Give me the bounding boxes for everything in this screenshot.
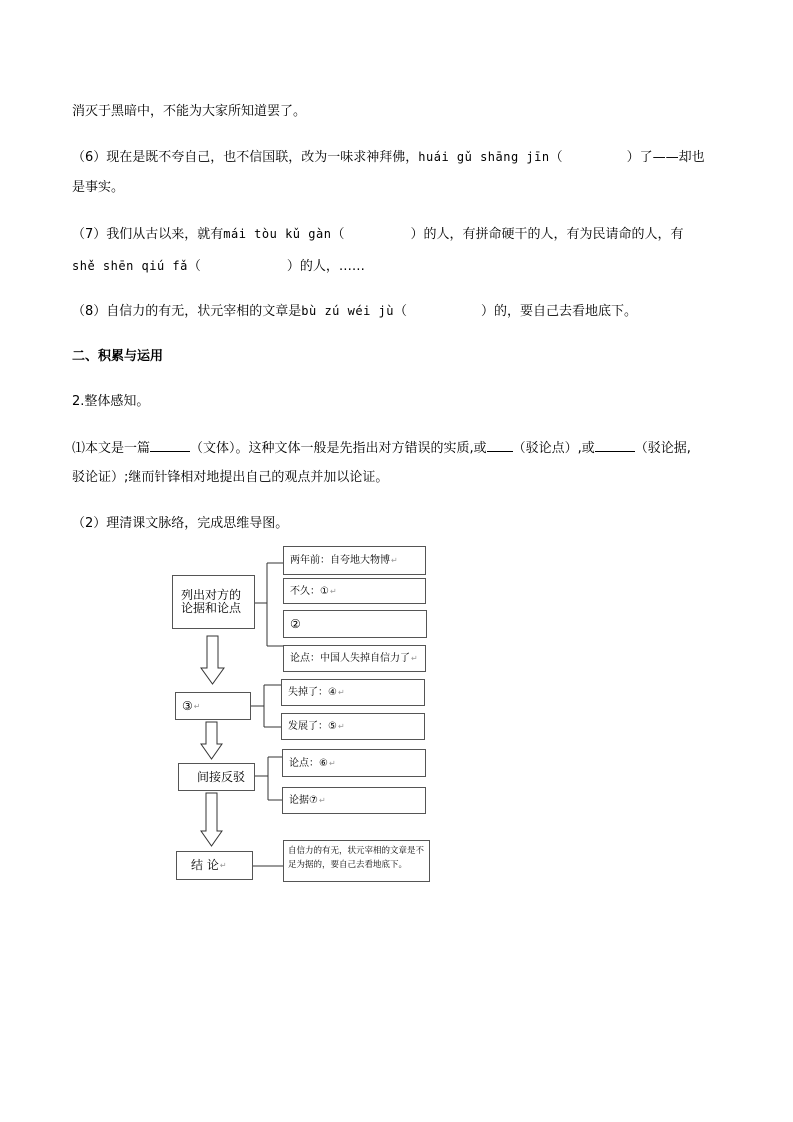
section-heading: 二、积累与运用 — [72, 349, 164, 364]
mindmap-box-r2: 不久：① ↵ — [283, 578, 426, 604]
question-6: （6）现在是既不夸自己，也不信国联，改为一味求神拜佛，huái gǔ shāng jīn（ ）了——却也 — [72, 150, 705, 165]
question-2-1: ⑴本文是一篇 （文体）。这种文体一般是先指出对方错误的实质,或 （驳论点）,或 （驳论据, — [72, 441, 691, 456]
question-2: 2.整体感知。 — [72, 394, 150, 409]
mindmap-box-r1: 两年前：自夸地大物博 ↵ — [283, 546, 426, 575]
mindmap-box-step3: ③ ↵ — [175, 692, 251, 720]
mindmap-box-r9: 自信力的有无，状元宰相的文章是不足为据的，要自己去看地底下。 — [283, 840, 430, 882]
question-7-cont: shě shēn qiú fǎ（ ）的人，…… — [72, 259, 365, 274]
question-2-2: （2）理清课文脉络，完成思维导图。 — [72, 516, 289, 531]
mindmap-box-opponent: 列出对方的 论据和论点 — [172, 575, 255, 629]
mindmap-box-r8: 论据⑦ ↵ — [282, 787, 426, 814]
mindmap-box-r6: 发展了：⑤ ↵ — [281, 713, 425, 740]
text-line-1: 消灭于黑暗中，不能为大家所知道罢了。 — [72, 104, 307, 119]
question-8: （8）自信力的有无，状元宰相的文章是bù zú wéi jù（ ）的，要自己去看地底下。 — [72, 304, 638, 319]
mindmap-box-indirect-rebuttal: 间接反驳 — [178, 763, 255, 791]
mindmap-box-r4: 论点：中国人失掉自信力了 ↵ — [283, 645, 426, 672]
mindmap-box-r7: 论点：⑥ ↵ — [282, 749, 426, 777]
question-7: （7）我们从古以来，就有mái tòu kǔ gàn（ ）的人，有拼命硬干的人，有为民请命的人，有 — [72, 227, 684, 242]
mindmap-box-conclusion: 结 论 ↵ — [176, 851, 253, 880]
mindmap-box-r5: 失掉了：④ ↵ — [281, 679, 425, 706]
question-2-1-cont: 驳论证）;继而针锋相对地提出自己的观点并加以论证。 — [72, 470, 389, 485]
question-6-cont: 是事实。 — [72, 180, 125, 195]
mindmap-box-r3: ② — [283, 610, 427, 638]
